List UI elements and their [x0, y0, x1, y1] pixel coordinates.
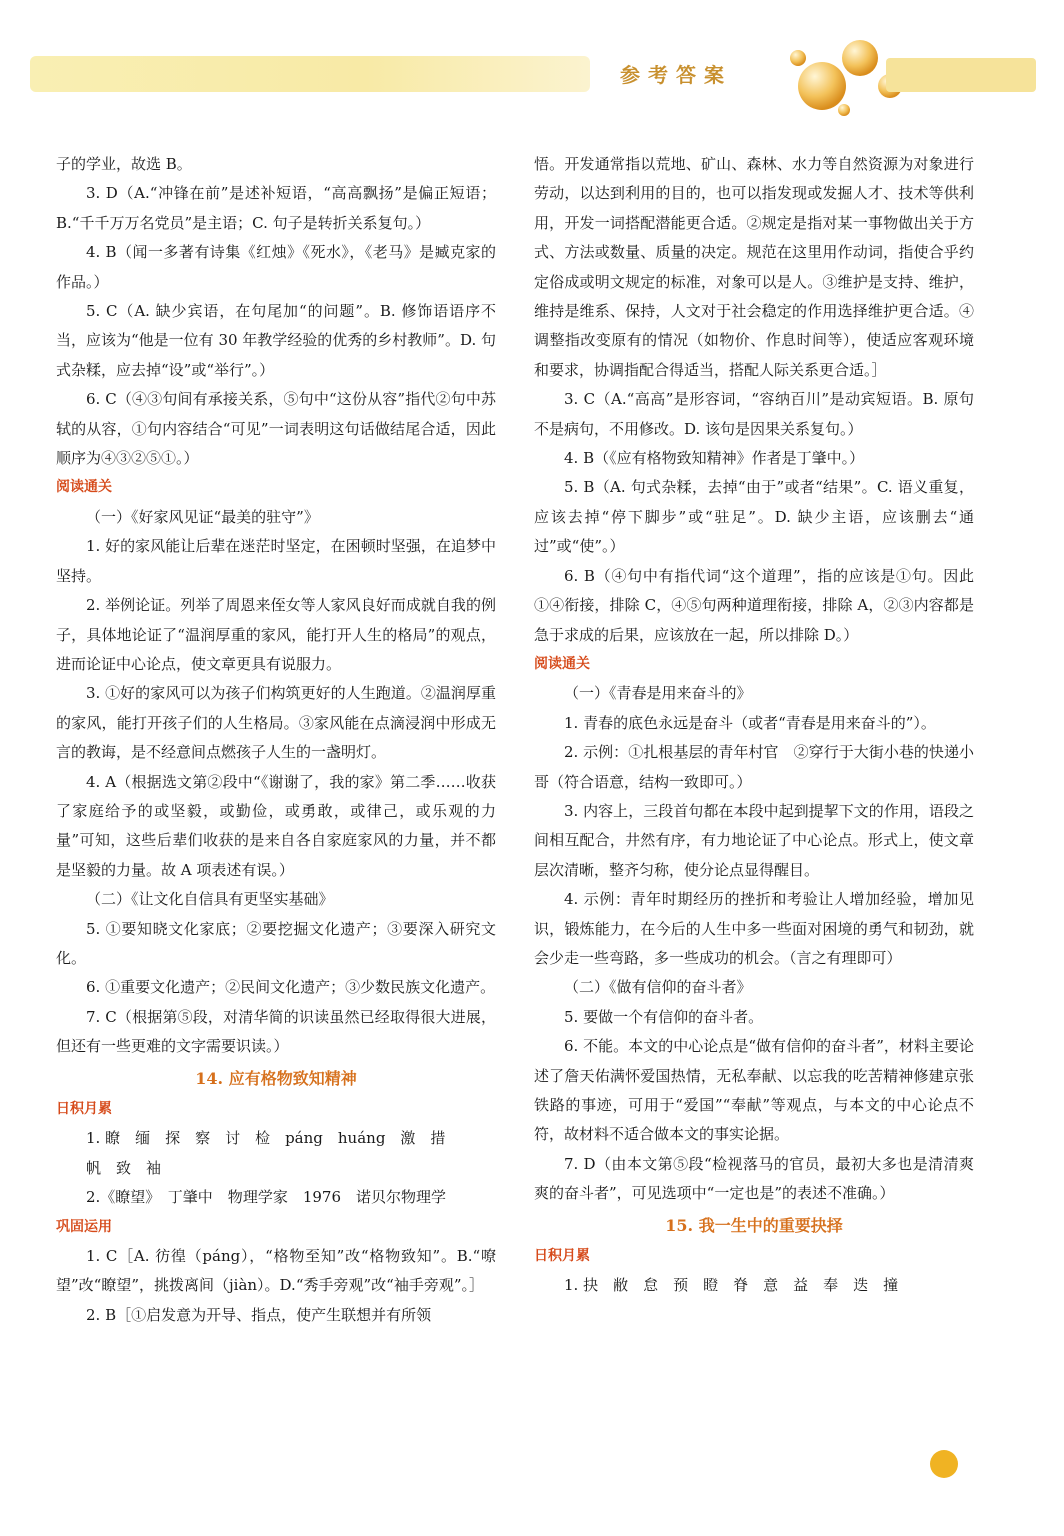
answer-paragraph: 1. 抉 敝 怠 预 瞪 脊 意 益 奉 迭 撞	[564, 1276, 899, 1295]
lesson-title: 15. 我一生中的重要抉择	[665, 1215, 843, 1235]
section-heading: 日积月累	[56, 1101, 112, 1117]
answer-paragraph: 4. 示例：青年时期经历的挫折和考验让人增加经验，增加见识，锻炼能力，在今后的人生中多一些面对困境的勇气和韧劲，就会少走一些弯路，多一些成功的机会。（言之有理即可）	[534, 890, 974, 967]
header-band	[30, 56, 590, 92]
answer-paragraph: 1. C［A. 彷徨（páng），“格物至知”改“格物致知”。B.“嘹望”改“瞭望”，挑拨离间（jiàn）。D.“秀手旁观”改“袖手旁观”。］	[56, 1247, 496, 1295]
left-column	[56, 150, 496, 1330]
answer-paragraph: 3. ①好的家风可以为孩子们构筑更好的人生跑道。②温润厚重的家风，能打开孩子们的人生格局。③家风能在点滴浸润中形成无言的教诲，是不经意间点燃孩子人生的一盏明灯。	[56, 684, 496, 762]
section-heading: 阅读通关	[534, 655, 590, 672]
answer-paragraph: （二）《做有信仰的奋斗者》	[564, 978, 752, 997]
answer-paragraph: 5. B（A. 句式杂糅，去掉“由于”或者“结果”。C. 语义重复，应该去掉“停下脚步”或“驻足”。D. 缺少主语，应该删去“通过”或“使”。）	[534, 478, 974, 556]
answer-paragraph: 5. ①要知晓文化家底；②要挖掘文化遗产；③要深入研究文化。	[56, 919, 496, 967]
answer-paragraph: 1. 瞭 缅 探 察 讨 检 páng huáng 激 措	[86, 1129, 446, 1148]
answer-paragraph: 6. B（④句中有指代词“这个道理”，指的应该是①句。因此①④衔接，排除 C，④⑤句两种道理衔接，排除 A，②③内容都是急于求成的后果，应该放在一起，所以排除 D。）	[534, 566, 974, 644]
answer-paragraph: 5. C（A. 缺少宾语，在句尾加“的问题”。B. 修饰语语序不当，应该为“他是一位有 30 年教学经验的优秀的乡村教师”。D. 句式杂糅，应去掉“设”或“举行”。）	[56, 302, 496, 379]
answer-paragraph: 2.《瞭望》 丁肇中 物理学家 1976 诺贝尔物理学	[86, 1188, 446, 1207]
answer-paragraph: 2. 示例：①扎根基层的青年村官 ②穿行于大街小巷的快递小哥（符合语意，结构一致即可。）	[534, 743, 974, 791]
answer-paragraph: 1. 好的家风能让后辈在迷茫时坚定，在困顿时坚强，在追梦中坚持。	[56, 537, 496, 585]
answer-paragraph: 4. B（《应有格物致知精神》作者是丁肇中。）	[564, 449, 865, 468]
section-heading: 日积月累	[534, 1248, 590, 1265]
answer-paragraph: 3. C（A.“高高”是形容词，“容纳百川”是动宾短语。B. 原句不是病句，不用修改。D. 该句是因果关系复句。）	[534, 390, 974, 438]
answer-paragraph: 6. 不能。本文的中心论点是“做有信仰的奋斗者”，材料主要论述了詹天佑满怀爱国热情，无私奉献、以忘我的吃苦精神修建京张铁路的事迹，可用于“爱国”“奉献”等观点，与本文的中心论点不符，故材料不适合做本文的事实论据。	[534, 1037, 974, 1144]
answer-paragraph: 7. C（根据第⑤段，对清华简的识读虽然已经取得很大进展，但还有一些更难的文字需要识读。）	[56, 1007, 496, 1056]
section-heading: 巩固运用	[56, 1218, 112, 1235]
answer-paragraph: 4. A（根据选文第②段中“《谢谢了，我的家》第二季……收获了家庭给予的或坚毅，或勤俭，或勇敢，或律己，或乐观的力量”可知，这些后辈们收获的是来自各自家庭家风的力量，并不都是坚毅的力量。故 A 项表述有误。）	[56, 772, 496, 879]
answer-paragraph: （一）《好家风见证“最美的驻守”》	[86, 507, 319, 526]
right-column	[534, 150, 974, 1301]
answer-paragraph: （二）《让文化自信具有更坚实基础》	[86, 890, 334, 909]
answer-paragraph: 6. ①重要文化遗产；②民间文化遗产；③少数民族文化遗产。	[86, 978, 496, 997]
section-heading: 阅读通关	[56, 479, 112, 496]
answer-paragraph: 1. 青春的底色永远是奋斗（或者“青春是用来奋斗的”）。	[564, 713, 936, 732]
answer-paragraph: 3. 内容上，三段首句都在本段中起到提挈下文的作用，语段之间相互配合，井然有序，有力地论证了中心论点。形式上，使文章层次清晰，整齐匀称，使分论点显得醒目。	[534, 801, 974, 879]
answer-paragraph: 3. D（A.“冲锋在前”是述补短语，“高高飘扬”是偏正短语；B.“千千万万名党员”是主语；C. 句子是转折关系复句。）	[56, 184, 496, 232]
answer-paragraph: 4. B（闻一多著有诗集《红烛》《死水》，《老马》是臧克家的作品。）	[56, 243, 496, 291]
page-header-title: 参考答案	[620, 63, 732, 87]
answer-paragraph: 悟。开发通常指以荒地、矿山、森林、水力等自然资源为对象进行劳动，以达到利用的目的，也可以指发现或发掘人才、技术等供利用，开发一词搭配潜能更合适。②规定是指对某一事物做出关于方式、方法或数量、质量的决定。规范在这里用作动词，指使合乎约定俗成或明文规定的标准，对象可以是人。③维护是支持、维护，维持是维系、保持，人文对于社会稳定的作用选择维护更合适。④调整指改变原有的情况（如物价、作息时间等），使适应客观环境和要求，协调指配合得适当，搭配人际关系更合适。］	[534, 155, 974, 379]
answer-paragraph: 2. 举例论证。列举了周恩来侄女等人家风良好而成就自我的例子，具体地论证了“温润厚重的家风，能打开人生的格局”的观点，进而论证中心论点，使文章更具有说服力。	[56, 596, 496, 673]
answer-paragraph: 5. 要做一个有信仰的奋斗者。	[564, 1007, 764, 1026]
answer-paragraph: 帆 致 袖	[86, 1158, 162, 1177]
header-band-right	[886, 58, 1036, 92]
answer-paragraph: 2. B［①启发意为开导、指点，使产生联想并有所领	[86, 1305, 432, 1324]
answer-paragraph: 子的学业，故选 B。	[56, 155, 192, 173]
answer-paragraph: 7. D（由本文第⑤段“检视落马的官员，最初大多也是清清爽爽的奋斗者”，可见选项中“一定也是”的表述不准确。）	[534, 1154, 974, 1203]
lesson-title: 14. 应有格物致知精神	[195, 1068, 357, 1088]
answer-paragraph: （一）《青春是用来奋斗的》	[564, 684, 752, 703]
answer-paragraph: 6. C（④③句间有承接关系，⑤句中“这份从容”指代②句中苏轼的从容，①句内容结合“可见”一词表明这句话做结尾合适，因此顺序为④③②⑤①。）	[56, 390, 496, 468]
page-number-badge	[930, 1450, 958, 1478]
